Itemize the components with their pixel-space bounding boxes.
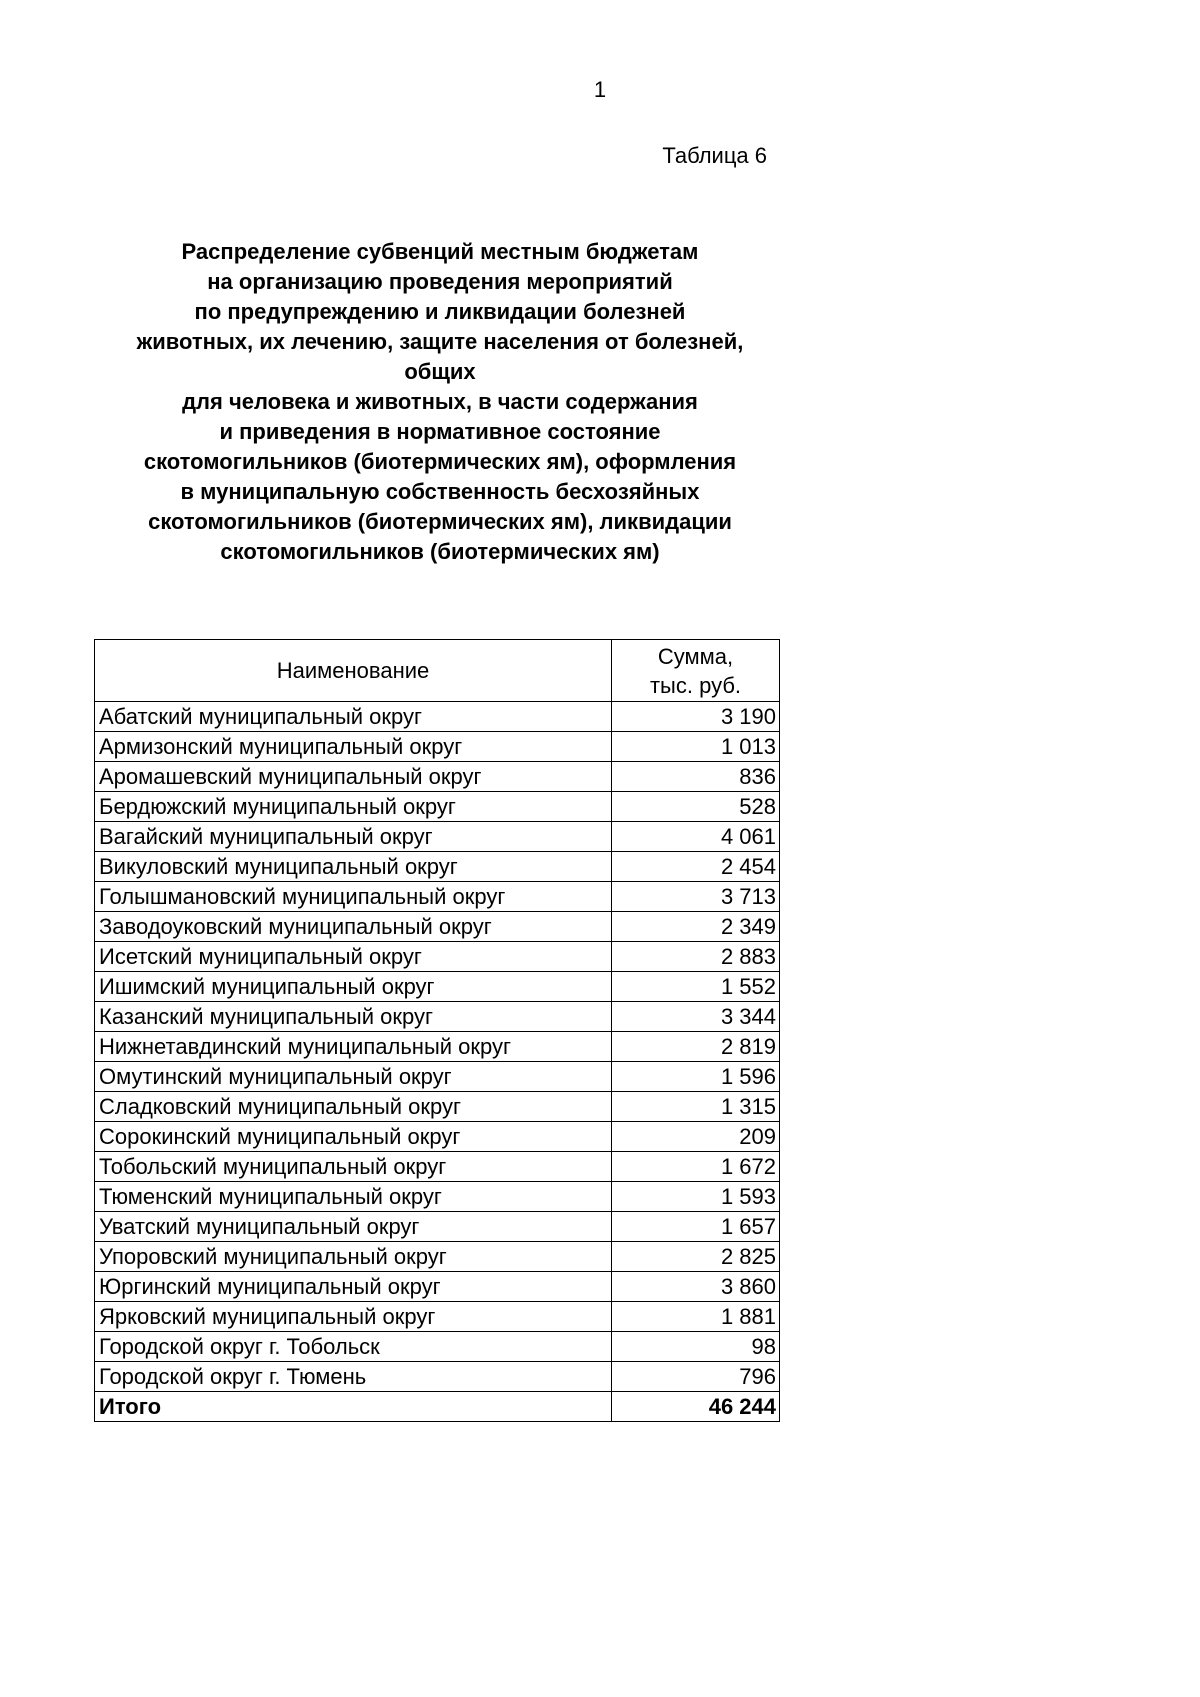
- row-sum-cell: 98: [612, 1332, 780, 1362]
- row-sum-cell: 2 349: [612, 912, 780, 942]
- row-name-cell: Сладковский муниципальный округ: [95, 1092, 612, 1122]
- title-line: в муниципальную собственность бесхозяйных: [180, 479, 700, 504]
- table-row: [95, 1032, 780, 1062]
- row-sum-cell: 1 657: [612, 1212, 780, 1242]
- column-header-sum: [612, 640, 780, 702]
- row-name-cell: Заводоуковский муниципальный округ: [95, 912, 612, 942]
- title-line: скотомогильников (биотермических ям), оформления: [143, 449, 737, 474]
- row-sum-cell: 2 819: [612, 1032, 780, 1062]
- title-line: на организацию проведения мероприятий: [207, 269, 673, 294]
- row-sum-cell: 1 315: [612, 1092, 780, 1122]
- title-line: скотомогильников (биотермических ям): [220, 539, 660, 564]
- table-row: [95, 1002, 780, 1032]
- table-row: [95, 1242, 780, 1272]
- page-number: 1: [593, 77, 607, 102]
- row-sum-cell: 4 061: [612, 822, 780, 852]
- row-sum-cell: 2 825: [612, 1242, 780, 1272]
- row-sum-cell: 796: [612, 1362, 780, 1392]
- row-name-cell: Нижнетавдинский муниципальный округ: [95, 1032, 612, 1062]
- row-sum-cell: 209: [612, 1122, 780, 1152]
- row-sum-cell: 3 860: [612, 1272, 780, 1302]
- row-name-cell: Городской округ г. Тюмень: [95, 1362, 612, 1392]
- total-label-cell: Итого: [95, 1392, 612, 1422]
- row-name-cell: Вагайский муниципальный округ: [95, 822, 612, 852]
- table-row: [95, 792, 780, 822]
- row-name-cell: Тюменский муниципальный округ: [95, 1182, 612, 1212]
- document-title: [60, 237, 820, 567]
- row-name-cell: Ярковский муниципальный округ: [95, 1302, 612, 1332]
- table-row: [95, 1302, 780, 1332]
- table-row: [95, 762, 780, 792]
- table-row: [95, 1332, 780, 1362]
- row-name-cell: Упоровский муниципальный округ: [95, 1242, 612, 1272]
- column-header-sum-line2: тыс. руб.: [649, 672, 742, 698]
- table-row: [95, 1062, 780, 1092]
- row-sum-cell: 1 672: [612, 1152, 780, 1182]
- table-row: [95, 942, 780, 972]
- row-name-cell: Голышмановский муниципальный округ: [95, 882, 612, 912]
- subventions-table: [94, 639, 780, 1422]
- table-row: [95, 972, 780, 1002]
- row-name-cell: Тобольский муниципальный округ: [95, 1152, 612, 1182]
- row-name-cell: Уватский муниципальный округ: [95, 1212, 612, 1242]
- title-line: Распределение субвенций местным бюджетам: [181, 239, 699, 264]
- title-line: для человека и животных, в части содержания: [182, 389, 698, 414]
- table-row: [95, 822, 780, 852]
- row-name-cell: Юргинский муниципальный округ: [95, 1272, 612, 1302]
- title-line: и приведения в нормативное состояние: [219, 419, 661, 444]
- title-line: животных, их лечению, защите населения от болезней,: [136, 329, 744, 354]
- row-name-cell: Бердюжский муниципальный округ: [95, 792, 612, 822]
- row-sum-cell: 1 552: [612, 972, 780, 1002]
- row-name-cell: Абатский муниципальный округ: [95, 702, 612, 732]
- row-name-cell: Городской округ г. Тобольск: [95, 1332, 612, 1362]
- column-header-sum-line1: Сумма,: [657, 643, 734, 669]
- row-name-cell: Викуловский муниципальный округ: [95, 852, 612, 882]
- row-sum-cell: 2 454: [612, 852, 780, 882]
- row-sum-cell: 3 190: [612, 702, 780, 732]
- title-line: общих: [404, 359, 476, 384]
- row-name-cell: Омутинский муниципальный округ: [95, 1062, 612, 1092]
- table-row: [95, 1212, 780, 1242]
- table-row: [95, 882, 780, 912]
- table-row: [95, 1272, 780, 1302]
- row-sum-cell: 2 883: [612, 942, 780, 972]
- row-sum-cell: 1 013: [612, 732, 780, 762]
- row-sum-cell: 836: [612, 762, 780, 792]
- table-header-row: [95, 640, 780, 702]
- table-row: [95, 852, 780, 882]
- row-name-cell: Ишимский муниципальный округ: [95, 972, 612, 1002]
- table-row: [95, 732, 780, 762]
- column-header-name: Наименование: [95, 640, 612, 702]
- row-sum-cell: 1 596: [612, 1062, 780, 1092]
- row-sum-cell: 528: [612, 792, 780, 822]
- total-sum-cell: 46 244: [612, 1392, 780, 1422]
- title-line: скотомогильников (биотермических ям), ликвидации: [148, 509, 732, 534]
- table-row: [95, 702, 780, 732]
- table-label: Таблица 6: [662, 143, 767, 168]
- table-row: [95, 1092, 780, 1122]
- table-row: [95, 912, 780, 942]
- table-row: [95, 1122, 780, 1152]
- table-total-row: [95, 1392, 780, 1422]
- table-row: [95, 1362, 780, 1392]
- row-name-cell: Армизонский муниципальный округ: [95, 732, 612, 762]
- row-name-cell: Сорокинский муниципальный округ: [95, 1122, 612, 1152]
- row-sum-cell: 3 344: [612, 1002, 780, 1032]
- table-row: [95, 1182, 780, 1212]
- row-name-cell: Казанский муниципальный округ: [95, 1002, 612, 1032]
- title-line: по предупреждению и ликвидации болезней: [194, 299, 686, 324]
- table-row: [95, 1152, 780, 1182]
- row-name-cell: Исетский муниципальный округ: [95, 942, 612, 972]
- row-sum-cell: 1 593: [612, 1182, 780, 1212]
- row-sum-cell: 3 713: [612, 882, 780, 912]
- row-sum-cell: 1 881: [612, 1302, 780, 1332]
- row-name-cell: Аромашевский муниципальный округ: [95, 762, 612, 792]
